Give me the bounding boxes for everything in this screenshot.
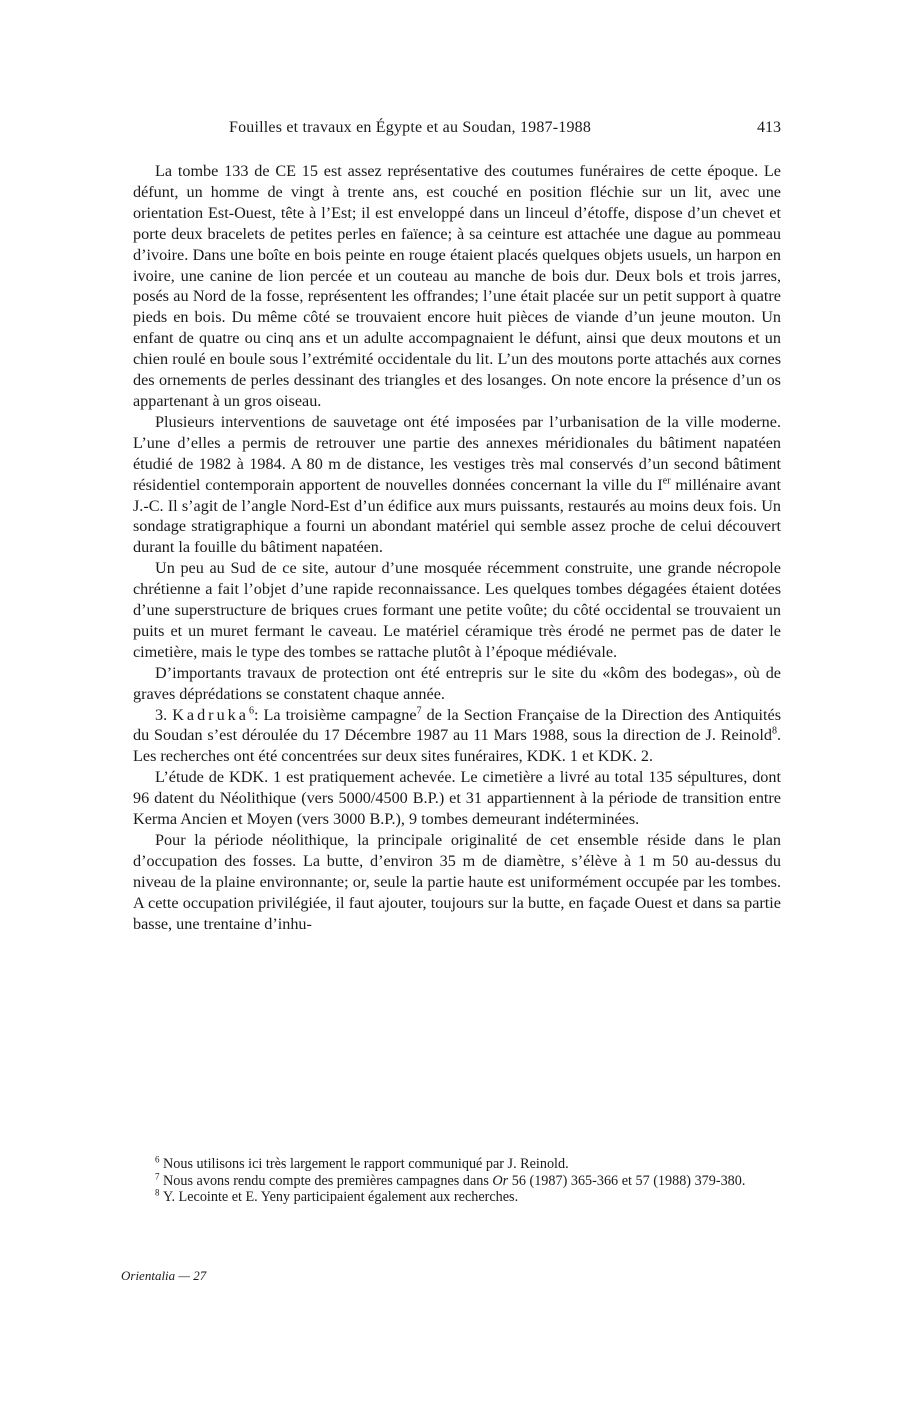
paragraph-text: L’étude de KDK. 1 est pratiquement achevée. Le cimetière a livré au total 135 sépultures, dont 96 datent du Néolithique (vers 5000/4500 B.P.) et 31 appartiennent à la période de transition entre Kerma Ancien et Moyen (vers 3000 B.P.), 9 tombes demeurant indéterminées. (133, 768, 781, 829)
footnote (133, 1189, 781, 1206)
footnote-text: Nous utilisons ici très largement le rapport communiqué par J. Reinold. (163, 1156, 569, 1172)
paragraph (133, 161, 781, 412)
running-header (133, 117, 781, 139)
paragraph (133, 558, 781, 663)
superscript: er (662, 475, 671, 487)
site-name: Kadruka (172, 705, 249, 724)
footnote-text: Nous avons rendu compte des premières campagnes dans (163, 1172, 493, 1189)
footnote-marker: 6 (155, 1154, 160, 1165)
footnote-marker: 7 (155, 1170, 160, 1181)
footnote (133, 1170, 781, 1190)
footnotes (133, 1156, 781, 1206)
paragraph-text: Pour la période néolithique, la principale originalité de cet ensemble réside dans le plan d’occupation des fosses. La butte, d’environ 35 m de diamètre, s’élève à 1 m 50 au-dessus du niveau de la plaine environnante; or, seule la partie haute est uniformément occupée par les tombes. A cette occupation privilégiée, il faut ajouter, toujours sur la butte, en façade Ouest et dans sa partie basse, une trentaine d’inhu- (133, 831, 781, 933)
paragraph-text: La tombe 133 de CE 15 est assez représentative des coutumes funéraires de cette époque. Le défunt, un homme de vingt à trente ans, est couché en position fléchie sur un lit, avec une orientation Est-Ouest, tête à l’Est; il est enveloppé dans un linceul d’étoffe, dispose d’un chevet et porte deux bracelets de petites perles en faïence; à sa ceinture est attachée une dague au pommeau d’ivoire. Dans une boîte en bois peinte en rouge étaient placés quelques objets usuels, un harpon en ivoire, une canine de lion percée et un couteau au manche de bois dur. Deux bols et trois jarres, posés au Nord de la fosse, représentent les offrandes; l’une était placée sur un petit support à quatre pieds en bois. Du même côté se trouvaient encore huit pièces de viande d’un jeune mouton. Un enfant de quatre ou cinq ans et un adulte accompagnaient le défunt, ainsi que deux moutons et un chien roulé en boule sous l’extrémité occidentale du lit. L’un des moutons porte attachés aux cornes des ornements de perles dessinant des triangles et des losanges. On note encore la présence d’un os appartenant à un gros oiseau. (133, 162, 781, 410)
paragraph (133, 705, 781, 768)
footnote (133, 1156, 781, 1173)
footnote-ref[interactable]: 6 (248, 705, 254, 717)
signature-mark: Orientalia — 27 (121, 1268, 207, 1283)
main-text (133, 161, 781, 935)
footnote-text: 56 (1987) 365-366 et 57 (1988) 379-380. (508, 1172, 746, 1189)
footnote-ref[interactable]: 7 (416, 705, 422, 717)
paragraph (133, 663, 781, 705)
paragraph (133, 767, 781, 830)
section-number: 3. (155, 705, 168, 724)
footnote-marker: 8 (155, 1187, 160, 1198)
paragraph-text: . Les recherches ont été concentrées sur deux sites funéraires, KDK. 1 et KDK. 2. (133, 726, 781, 766)
paragraph (133, 830, 781, 935)
footnote-text: Y. Lecointe et E. Yeny participaient également aux recherches. (163, 1189, 519, 1206)
paragraph-text: de la Section Française de la Direction des Antiquités du Soudan s’est déroulée du 17 Décembre 1987 au 11 Mars 1988, sous la direction de J. Reinold (133, 705, 782, 745)
footnote-ref[interactable]: 8 (771, 726, 777, 738)
running-title: Fouilles et travaux en Égypte et au Soudan, 1987-1988 (229, 119, 592, 136)
paragraph-text: D’importants travaux de protection ont été entrepris sur le site du «kôm des bodegas», où de graves déprédations se constatent chaque année. (133, 663, 781, 703)
paragraph-text: : La troisième campagne (253, 705, 417, 724)
paragraph (133, 412, 781, 558)
paragraph-text: Un peu au Sud de ce site, autour d’une mosquée récemment construite, une grande nécropole chrétienne a fait l’objet d’une rapide reconnaissance. Les quelques tombes dégagées étaient dotées d’une superstructure de briques crues formant une petite voûte; du côté occidental se trouvaient un puits et un muret fermant le caveau. Le matériel céramique très érodé ne permet pas de dater le cimetière, mais le type des tombes se rattache plutôt à l’époque médiévale. (133, 559, 781, 661)
paragraph-text: millénaire avant J.-C. Il s’agit de l’angle Nord-Est d’un édifice aux murs puissants, restaurés au moins deux fois. Un sondage stratigraphique a fourni un abondant matériel qui semble assez proche de celui découvert durant la fouille du bâtiment napatéen. (133, 475, 781, 557)
journal-abbreviation: Or (492, 1172, 509, 1189)
paragraph-text: Plusieurs interventions de sauvetage ont été imposées par l’urbanisation de la ville moderne. L’une d’elles a permis de retrouver une partie des annexes méridionales du bâtiment napatéen étudié de 1982 à 1984. A 80 m de distance, les vestiges très mal conservés d’un second bâtiment résidentiel contemporain apportent de nouvelles données concernant la ville du I (133, 412, 781, 494)
page-number: 413 (757, 119, 781, 136)
